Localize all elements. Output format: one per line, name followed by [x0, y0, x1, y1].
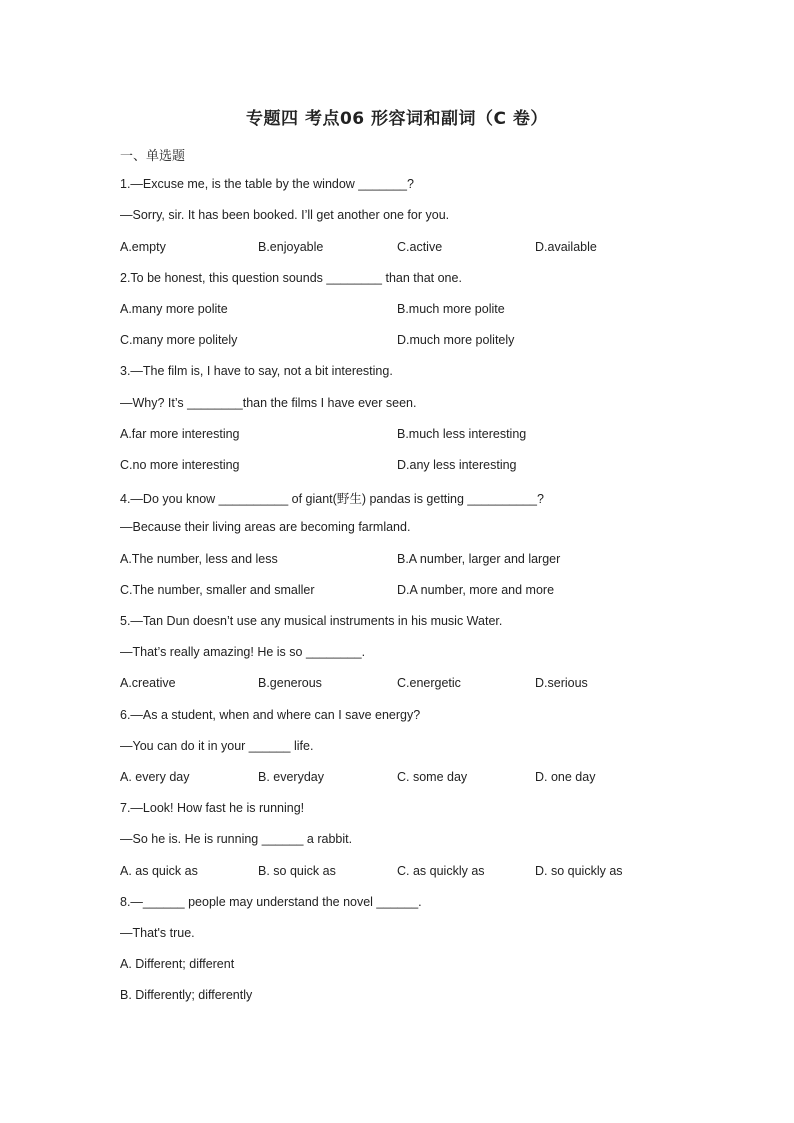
question-2-stem: 2.To be honest, this question sounds ________ than that one.: [120, 271, 462, 285]
question-3-stem: 3.—The film is, I have to say, not a bit interesting.: [120, 364, 393, 378]
q3-option-c[interactable]: C.no more interesting: [120, 458, 240, 472]
question-7-stem: 7.—Look! How fast he is running!: [120, 801, 305, 815]
q3-option-a[interactable]: A.far more interesting: [120, 427, 240, 441]
q5-option-a[interactable]: A.creative: [120, 676, 176, 690]
q4-option-c[interactable]: C.The number, smaller and smaller: [120, 583, 315, 597]
question-4-stem: 4.—Do you know __________ of giant(野生) pandas is getting __________?: [120, 492, 544, 506]
q6-option-d[interactable]: D. one day: [535, 770, 596, 784]
q2-option-c[interactable]: C.many more politely: [120, 333, 238, 347]
question-4-reply: —Because their living areas are becoming farmland.: [120, 520, 411, 534]
q2-option-d[interactable]: D.much more politely: [397, 333, 515, 347]
q5-option-c[interactable]: C.energetic: [397, 676, 461, 690]
q4-option-a[interactable]: A.The number, less and less: [120, 552, 278, 566]
question-7-reply: —So he is. He is running ______ a rabbit.: [120, 832, 353, 846]
q6-option-b[interactable]: B. everyday: [258, 770, 325, 784]
section-heading: 一、单选题: [120, 149, 186, 164]
q1-option-c[interactable]: C.active: [397, 240, 443, 254]
q7-option-b[interactable]: B. so quick as: [258, 864, 336, 878]
question-3-reply: —Why? It’s ________than the films I have ever seen.: [120, 396, 417, 410]
q1-option-b[interactable]: B.enjoyable: [258, 240, 324, 254]
q7-option-d[interactable]: D. so quickly as: [535, 864, 623, 878]
question-1-stem: 1.—Excuse me, is the table by the window _______?: [120, 177, 414, 191]
q7-option-c[interactable]: C. as quickly as: [397, 864, 485, 878]
q5-option-b[interactable]: B.generous: [258, 676, 322, 690]
q2-option-a[interactable]: A.many more polite: [120, 302, 228, 316]
q1-option-a[interactable]: A.empty: [120, 240, 166, 254]
question-8-stem: 8.—______ people may understand the novel ______.: [120, 895, 422, 909]
question-5-stem: 5.—Tan Dun doesn’t use any musical instruments in his music Water.: [120, 614, 503, 628]
page-title: 专题四 考点06 形容词和副词（C 卷）: [246, 109, 548, 129]
q1-option-d[interactable]: D.available: [535, 240, 597, 254]
question-6-stem: 6.—As a student, when and where can I save energy?: [120, 708, 421, 722]
q6-option-a[interactable]: A. every day: [120, 770, 190, 784]
q4-option-d[interactable]: D.A number, more and more: [397, 583, 555, 597]
question-5-reply: —That’s really amazing! He is so ________.: [120, 645, 366, 659]
question-1-reply: —Sorry, sir. It has been booked. I’ll get another one for you.: [120, 208, 450, 222]
q7-option-a[interactable]: A. as quick as: [120, 864, 198, 878]
q2-option-b[interactable]: B.much more polite: [397, 302, 505, 316]
q8-option-a[interactable]: A. Different; different: [120, 957, 235, 971]
q8-option-b[interactable]: B. Differently; differently: [120, 988, 253, 1002]
q6-option-c[interactable]: C. some day: [397, 770, 468, 784]
q3-option-b[interactable]: B.much less interesting: [397, 427, 527, 441]
question-8-reply: —That's true.: [120, 926, 195, 940]
question-6-reply: —You can do it in your ______ life.: [120, 739, 314, 753]
q3-option-d[interactable]: D.any less interesting: [397, 458, 517, 472]
q5-option-d[interactable]: D.serious: [535, 676, 588, 690]
q4-option-b[interactable]: B.A number, larger and larger: [397, 552, 561, 566]
